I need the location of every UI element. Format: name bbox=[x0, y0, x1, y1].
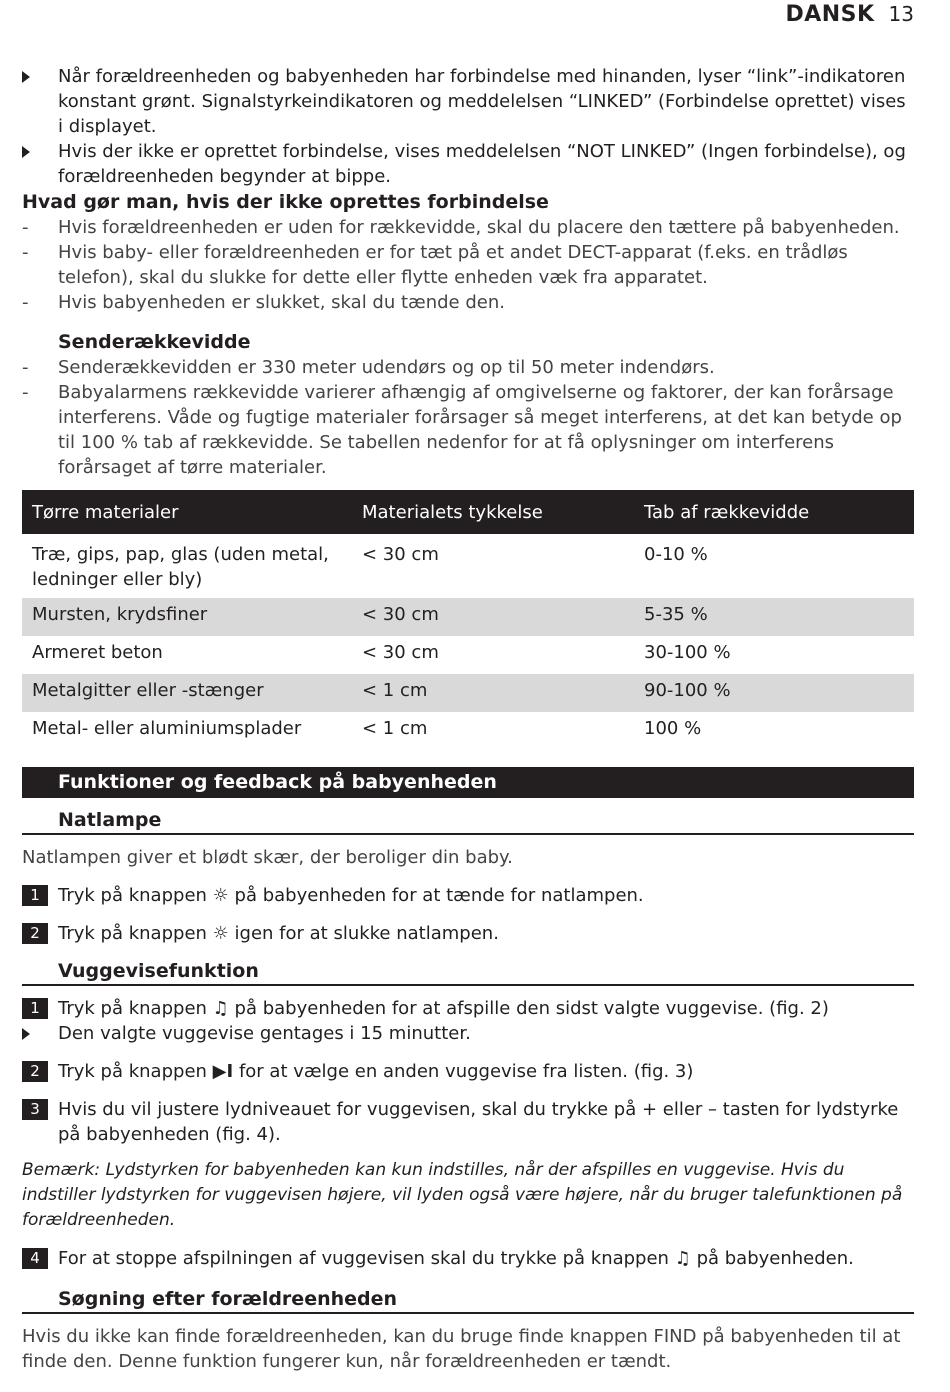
step-number: 1 bbox=[22, 885, 48, 906]
step-number: 4 bbox=[22, 1248, 48, 1269]
table-header-row bbox=[22, 490, 914, 534]
dash-item: - Hvis forældreenheden er uden for rækkevidde, skal du placere den tættere på babyenheden. bbox=[22, 217, 900, 238]
music-note-icon: ♫ bbox=[212, 998, 229, 1019]
table-row bbox=[22, 636, 914, 674]
table-cell: Træ, gips, pap, glas (uden metal, ledninger eller bly) bbox=[32, 544, 329, 590]
step-item bbox=[22, 996, 914, 1021]
step-item bbox=[22, 1097, 914, 1147]
table-row bbox=[22, 712, 914, 750]
table-cell: Metal- eller aluminiumsplader bbox=[32, 718, 302, 739]
music-note-icon: ♫ bbox=[674, 1248, 691, 1269]
table-cell: < 30 cm bbox=[352, 598, 634, 636]
table-cell: Mursten, krydsfiner bbox=[22, 598, 352, 636]
no-link-section bbox=[22, 190, 914, 315]
range-heading: Senderækkevidde bbox=[58, 331, 251, 353]
dash-item: - Hvis baby- eller forældreenheden er for tæt på et andet DECT-apparat (f.eks. en trådløs telefon), skal du slukke for dette eller flytte enheden væk fra apparatet. bbox=[22, 242, 848, 288]
step-number: 1 bbox=[22, 998, 48, 1019]
table-cell: 5-35 % bbox=[634, 598, 914, 636]
search-heading: Søgning efter forældreenheden bbox=[22, 1287, 914, 1314]
table-row bbox=[22, 674, 914, 712]
nightlight-section bbox=[22, 808, 914, 946]
step-number: 3 bbox=[22, 1099, 48, 1120]
page-header bbox=[785, 2, 914, 27]
section-title: Funktioner og feedback på babyenheden bbox=[22, 767, 914, 798]
bullet-item bbox=[22, 1021, 914, 1046]
step-text: Tryk på knappen bbox=[58, 998, 207, 1019]
step-item bbox=[22, 1246, 914, 1271]
step-text: Tryk på knappen bbox=[58, 1061, 207, 1082]
search-section bbox=[22, 1287, 914, 1374]
bullet-arrow-icon bbox=[22, 1021, 52, 1047]
step-number: 2 bbox=[22, 923, 48, 944]
step-text: på babyenheden. bbox=[696, 1248, 854, 1269]
next-track-icon: ▶I bbox=[212, 1061, 234, 1082]
column-header: Tørre materialer bbox=[22, 490, 352, 534]
table-cell: < 1 cm bbox=[362, 718, 428, 739]
dash-text: Hvis forældreenheden er uden for rækkevidde, skal du placere den tættere på babyenheden. bbox=[58, 217, 900, 238]
bullet-arrow-icon bbox=[22, 64, 52, 90]
dash-item: - Hvis babyenheden er slukket, skal du tænde den. bbox=[22, 292, 505, 313]
bullet-text: Den valgte vuggevise gentages i 15 minutter. bbox=[58, 1023, 471, 1044]
lullaby-heading: Vuggevisefunktion bbox=[22, 959, 914, 986]
lullaby-section bbox=[22, 959, 914, 1271]
step-item bbox=[22, 1059, 914, 1084]
nightlight-intro: Natlampen giver et blødt skær, der beroliger din baby. bbox=[22, 847, 513, 868]
bullet-text: Når forældreenheden og babyenheden har forbindelse med hinanden, lyser “link”-indikatoren konstant grønt. Signalstyrkeindikatoren og meddelelsen “LINKED” (Forbindelse oprettet) vises i displayet. bbox=[58, 66, 906, 137]
table-cell: 0-10 % bbox=[644, 544, 708, 565]
nightlight-icon: ☼ bbox=[212, 923, 229, 944]
step-item bbox=[22, 883, 914, 908]
bullet-item bbox=[22, 139, 914, 189]
step-text: på babyenheden for at tænde for natlampen. bbox=[234, 885, 644, 906]
search-text: Hvis du ikke kan finde forældreenheden, kan du bruge finde knappen FIND på babyenheden til at finde den. Denne funktion fungerer kun, når forældreenheden er tændt. bbox=[22, 1326, 901, 1372]
dash-text: Hvis baby- eller forældreenheden er for tæt på et andet DECT-apparat (f.eks. en trådløs telefon), skal du slukke for dette eller flytte enheden væk fra apparatet. bbox=[58, 242, 848, 288]
step-text: Tryk på knappen bbox=[58, 923, 207, 944]
table-cell: 100 % bbox=[644, 718, 702, 739]
step-text: For at stoppe afspilningen af vuggevisen skal du trykke på knappen bbox=[58, 1248, 669, 1269]
table-cell: Armeret beton bbox=[32, 642, 163, 663]
materials-table bbox=[22, 490, 914, 750]
step-item bbox=[22, 921, 914, 946]
dash-text: Babyalarmens rækkevidde varierer afhængig af omgivelserne og faktorer, der kan forårsage interferens. Våde og fugtige materialer forårsager så meget interferens, at det kan betyde op til 100 % tab af rækkevidde. Se tabellen nedenfor for at få oplysninger om interferens forårsaget af tørre materialer. bbox=[58, 382, 902, 478]
table-row bbox=[22, 598, 914, 636]
table-cell: < 1 cm bbox=[352, 674, 634, 712]
language-label: DANSK bbox=[785, 2, 875, 27]
materials-table-wrap bbox=[22, 490, 914, 750]
column-header: Materialets tykkelse bbox=[352, 490, 634, 534]
table-cell: < 30 cm bbox=[362, 642, 439, 663]
step-text: for at vælge en anden vuggevise fra listen. (fig. 3) bbox=[238, 1061, 694, 1082]
dash-item: - Senderækkevidden er 330 meter udendørs og op til 50 meter indendørs. bbox=[22, 357, 715, 378]
page-number: 13 bbox=[888, 2, 914, 26]
no-link-heading: Hvad gør man, hvis der ikke oprettes forbindelse bbox=[22, 191, 549, 213]
section-title-bar bbox=[22, 767, 914, 798]
step-text: på babyenheden for at afspille den sidst valgte vuggevise. (fig. 2) bbox=[234, 998, 829, 1019]
bullet-text: Hvis der ikke er oprettet forbindelse, vises meddelelsen “NOT LINKED” (Ingen forbindelse), og forældreenheden begynder at bippe. bbox=[58, 141, 906, 187]
dash-item: - Babyalarmens rækkevidde varierer afhængig af omgivelserne og faktorer, der kan forårsage interferens. Våde og fugtige materialer forårsager så meget interferens, at det kan betyde op til 100 % tab af rækkevidde. Se tabellen nedenfor for at få oplysninger om interferens forårsaget af tørre materialer. bbox=[22, 382, 902, 478]
table-cell: < 30 cm bbox=[362, 544, 439, 565]
step-text: Tryk på knappen bbox=[58, 885, 207, 906]
nightlight-icon: ☼ bbox=[212, 885, 229, 906]
dash-text: Hvis babyenheden er slukket, skal du tænde den. bbox=[58, 292, 505, 313]
intro-bullets bbox=[22, 64, 914, 189]
table-cell: 30-100 % bbox=[644, 642, 731, 663]
nightlight-heading: Natlampe bbox=[22, 808, 914, 835]
bullet-item bbox=[22, 64, 914, 139]
step-number: 2 bbox=[22, 1061, 48, 1082]
table-row bbox=[22, 534, 914, 598]
step-text: igen for at slukke natlampen. bbox=[234, 923, 499, 944]
step-text: Hvis du vil justere lydniveauet for vuggevisen, skal du trykke på + eller – tasten for lydstyrke på babyenheden (fig. 4). bbox=[58, 1099, 899, 1145]
column-header: Tab af rækkevidde bbox=[634, 490, 914, 534]
table-cell: 90-100 % bbox=[634, 674, 914, 712]
range-section bbox=[22, 330, 914, 480]
table-cell: Metalgitter eller -stænger bbox=[22, 674, 352, 712]
note-text: Bemærk: Lydstyrken for babyenheden kan kun indstilles, når der afspilles en vuggevise. Hvis du indstiller lydstyrken for vuggevisen højere, vil lyden også være højere, når du bruger talefunktionen på forældreenheden. bbox=[22, 1160, 903, 1230]
dash-text: Senderækkevidden er 330 meter udendørs og op til 50 meter indendørs. bbox=[58, 357, 715, 378]
bullet-arrow-icon bbox=[22, 139, 52, 165]
